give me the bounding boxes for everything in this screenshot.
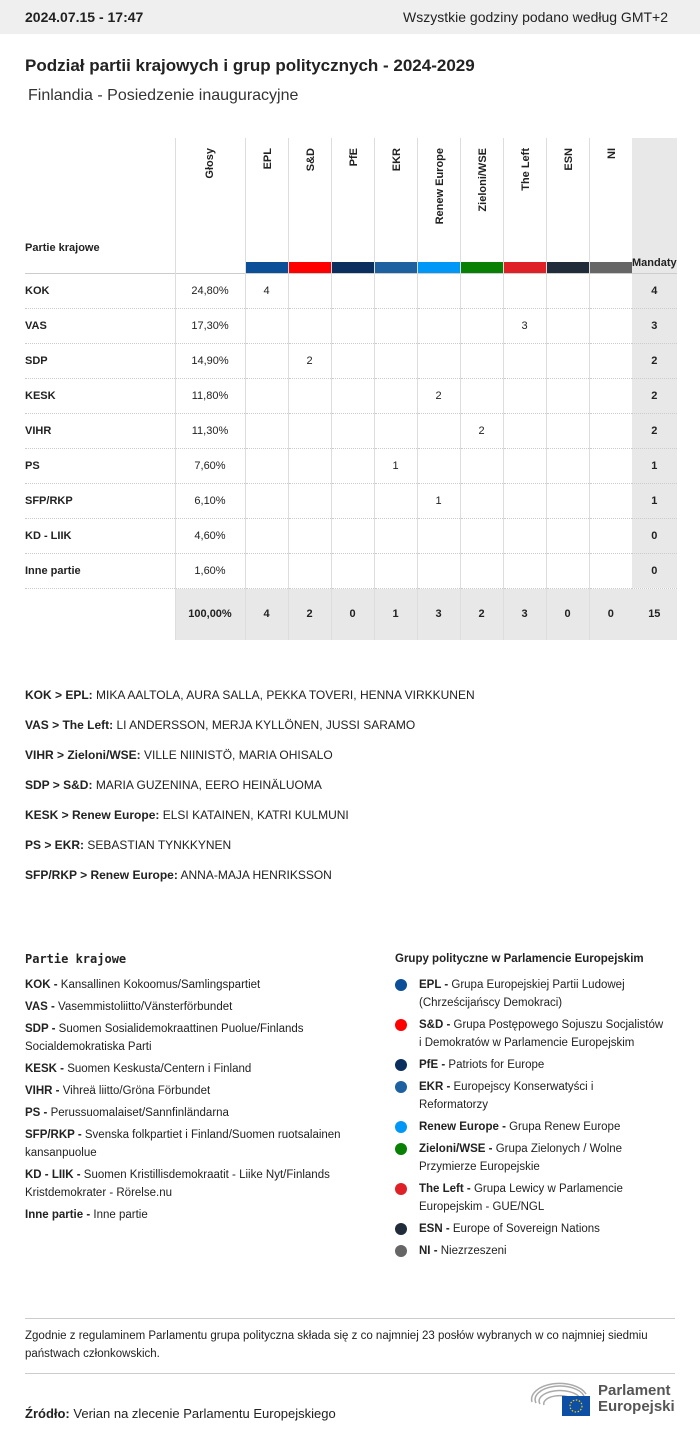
table-row [25,413,677,448]
party-legend [25,950,370,1228]
seat-cell [589,518,632,553]
seat-cell [503,483,546,518]
seat-cell [288,413,331,448]
party-legend-item: PS - Perussuomalaiset/Sannfinländarna [25,1107,229,1119]
group-color-dot-icon [395,1143,407,1155]
seat-cell [374,413,417,448]
seat-cell [503,413,546,448]
total-group-seats: 3 [503,588,546,640]
group-header: NI [589,138,632,273]
total-group-seats: 0 [589,588,632,640]
top-bar [0,0,700,34]
group-color-dot-icon [395,1223,407,1235]
group-legend-item: Zieloni/WSE - Grupa Zielonych / Wolne Przymierze Europejskie [395,1140,665,1176]
seat-cell [245,518,288,553]
seat-cell [460,273,503,308]
group-legend-item: The Left - Grupa Lewicy w Parlamencie Europejskim - GUE/NGL [395,1180,665,1216]
votes-cell: 11,80% [175,378,245,413]
seat-cell [589,413,632,448]
votes-cell: 6,10% [175,483,245,518]
party-legend-item: SFP/RKP - Svenska folkpartiet i Finland/Suomen ruotsalainen kansanpuolue [25,1129,341,1159]
group-color-dot-icon [395,1245,407,1257]
seat-cell [589,343,632,378]
seat-cell [503,273,546,308]
page-title: Podział partii krajowych i grup politycznych - 2024-2029 [25,56,475,75]
table-row [25,308,677,343]
table-row [25,483,677,518]
group-header: EPL [245,138,288,273]
ep-logo: Parlament Europejski [528,1382,675,1416]
party-legend-item: KOK - Kansallinen Kokoomus/Samlingspartiet [25,979,261,991]
group-header: Renew Europe [417,138,460,273]
seat-cell [374,343,417,378]
seat-cell [288,448,331,483]
group-color-bar [332,262,374,273]
seat-cell: 3 [503,308,546,343]
seat-cell [331,553,374,588]
group-color-bar [504,262,546,273]
votes-cell: 24,80% [175,273,245,308]
votes-cell: 11,30% [175,413,245,448]
hemicycle-flag-icon [528,1382,590,1416]
group-color-dot-icon [395,1019,407,1031]
party-legend-item: VIHR - Vihreä liitto/Gröna Förbundet [25,1085,211,1097]
seat-cell: 2 [417,378,460,413]
seat-cell: 2 [460,413,503,448]
seat-cell [245,343,288,378]
party-name: SDP [25,343,175,378]
total-group-seats: 2 [460,588,503,640]
seats-cell: 0 [632,553,677,588]
seat-cell [417,518,460,553]
total-group-seats: 4 [245,588,288,640]
results-table [25,138,677,640]
votes-header: Głosy [175,138,245,273]
mep-line: VIHR > Zieloni/WSE: VILLE NIINISTÖ, MARIA OHISALO [25,748,333,762]
group-color-bar [461,262,503,273]
seat-cell [460,483,503,518]
group-legend-item: EKR - Europejscy Konserwatyści i Reformatorzy [395,1078,665,1114]
group-color-dot-icon [395,1081,407,1093]
seat-cell [374,553,417,588]
seat-cell [245,448,288,483]
group-header: PfE [331,138,374,273]
group-header: Zieloni/WSE [460,138,503,273]
seat-cell [374,483,417,518]
seat-cell [589,273,632,308]
party-legend-item: KESK - Suomen Keskusta/Centern i Finland [25,1063,252,1075]
mep-line: KOK > EPL: MIKA AALTOLA, AURA SALLA, PEKKA TOVERI, HENNA VIRKKUNEN [25,688,475,702]
group-legend-item: ESN - Europe of Sovereign Nations [395,1220,665,1238]
seat-cell [417,308,460,343]
group-color-dot-icon [395,979,407,991]
total-group-seats: 1 [374,588,417,640]
group-color-dot-icon [395,1059,407,1071]
seat-cell [288,518,331,553]
table-row [25,553,677,588]
mep-line: SDP > S&D: MARIA GUZENINA, EERO HEINÄLUOMA [25,778,322,792]
table-row [25,273,677,308]
seat-cell [546,273,589,308]
seat-cell [374,378,417,413]
party-legend-item: KD - LIIK - Suomen Kristillisdemokraatit - Liike Nyt/Finlands Kristdemokrater - Rörelse.nu [25,1169,330,1199]
seats-cell: 1 [632,448,677,483]
group-color-dot-icon [395,1183,407,1195]
group-legend-item: S&D - Grupa Postępowego Sojuszu Socjalistów i Demokratów w Parlamencie Europejskim [395,1016,665,1052]
seat-cell [460,553,503,588]
seat-cell [288,273,331,308]
seat-cell [331,343,374,378]
party-name: Inne partie [25,553,175,588]
total-votes: 100,00% [175,588,245,640]
party-name: SFP/RKP [25,483,175,518]
seat-cell [460,448,503,483]
mep-list [25,680,475,890]
seat-cell [417,273,460,308]
seat-cell [503,553,546,588]
party-header: Partie krajowe [25,241,100,254]
seat-cell [589,308,632,343]
mep-line: PS > EKR: SEBASTIAN TYNKKYNEN [25,838,232,852]
seat-cell [331,518,374,553]
seat-cell: 1 [417,483,460,518]
group-color-bar [289,262,331,273]
seat-cell [546,518,589,553]
seat-cell [417,553,460,588]
seat-cell [245,378,288,413]
seat-cell [331,273,374,308]
seat-cell [546,413,589,448]
seat-cell [589,483,632,518]
party-legend-title: Partie krajowe [25,952,127,966]
seat-cell [331,308,374,343]
table-row [25,518,677,553]
total-group-seats: 0 [331,588,374,640]
group-legend-item: PfE - Patriots for Europe [395,1056,665,1074]
timezone-note: Wszystkie godziny podano według GMT+2 [403,9,668,25]
seat-cell [331,413,374,448]
seat-cell [546,308,589,343]
seat-cell [503,448,546,483]
party-name: VAS [25,308,175,343]
group-color-bar [547,262,589,273]
page-subtitle: Finlandia - Posiedzenie inauguracyjne [28,87,299,104]
seats-cell: 2 [632,413,677,448]
seats-cell: 3 [632,308,677,343]
seat-cell [331,448,374,483]
seats-cell: 0 [632,518,677,553]
seat-cell [589,448,632,483]
group-legend-item: Renew Europe - Grupa Renew Europe [395,1118,665,1136]
seat-cell [546,378,589,413]
group-color-dot-icon [395,1121,407,1133]
group-header: S&D [288,138,331,273]
seat-cell [288,483,331,518]
seat-cell [288,378,331,413]
seat-cell [546,343,589,378]
seat-cell [417,413,460,448]
seat-cell [331,483,374,518]
votes-cell: 17,30% [175,308,245,343]
party-legend-item: Inne partie - Inne partie [25,1209,148,1221]
group-legend-item: NI - Niezrzeszeni [395,1242,665,1260]
seat-cell [331,378,374,413]
party-name: KOK [25,273,175,308]
votes-cell: 7,60% [175,448,245,483]
total-row [25,588,677,640]
group-color-bar [590,262,633,273]
seat-cell [245,553,288,588]
party-legend-item: VAS - Vasemmistoliitto/Vänsterförbundet [25,1001,233,1013]
group-color-bar [418,262,460,273]
total-group-seats: 3 [417,588,460,640]
mep-line: VAS > The Left: LI ANDERSSON, MERJA KYLLÖNEN, JUSSI SARAMO [25,718,416,732]
seats-header: Mandaty [632,138,677,273]
votes-cell: 14,90% [175,343,245,378]
mep-line: KESK > Renew Europe: ELSI KATAINEN, KATRI KULMUNI [25,808,349,822]
group-color-bar [375,262,417,273]
seat-cell [503,378,546,413]
party-legend-item: SDP - Suomen Sosialidemokraattinen Puolue/Finlands Socialdemokratiska Parti [25,1023,304,1053]
table-row [25,448,677,483]
seat-cell [589,378,632,413]
votes-cell: 1,60% [175,553,245,588]
party-name: KD - LIIK [25,518,175,553]
group-legend [395,950,665,1264]
seats-cell: 2 [632,378,677,413]
group-header: EKR [374,138,417,273]
seat-cell [245,308,288,343]
table-row [25,378,677,413]
seats-cell: 2 [632,343,677,378]
seat-cell [245,413,288,448]
seat-cell: 1 [374,448,417,483]
seat-cell [374,308,417,343]
datetime: 2024.07.15 - 17:47 [25,9,144,25]
seat-cell [417,448,460,483]
seats-cell: 4 [632,273,677,308]
seat-cell [589,553,632,588]
seat-cell [460,518,503,553]
seat-cell [460,308,503,343]
seat-cell [546,448,589,483]
votes-cell: 4,60% [175,518,245,553]
seat-cell [460,343,503,378]
group-legend-title: Grupy polityczne w Parlamencie Europejskim [395,953,644,965]
total-seats: 15 [632,588,677,640]
seat-cell [288,553,331,588]
seats-cell: 1 [632,483,677,518]
seat-cell [546,483,589,518]
seat-cell [546,553,589,588]
group-header: ESN [546,138,589,273]
seat-cell [245,483,288,518]
party-name: KESK [25,378,175,413]
group-legend-item: EPL - Grupa Europejskiej Partii Ludowej (Chrześcijańscy Demokraci) [395,976,665,1012]
seat-cell: 4 [245,273,288,308]
seat-cell: 2 [288,343,331,378]
party-name: PS [25,448,175,483]
seat-cell [417,343,460,378]
party-name: VIHR [25,413,175,448]
table-row [25,343,677,378]
source: Źródło: Verian na zlecenie Parlamentu Europejskiego [25,1406,336,1421]
seat-cell [288,308,331,343]
rules-note: Zgodnie z regulaminem Parlamentu grupa polityczna składa się z co najmniej 23 posłów wybranych w co najmniej siedmiu państwach członkowskich. [25,1318,675,1374]
group-header: The Left [503,138,546,273]
mep-line: SFP/RKP > Renew Europe: ANNA-MAJA HENRIKSSON [25,868,332,882]
total-group-seats: 2 [288,588,331,640]
seat-cell [503,518,546,553]
seat-cell [374,518,417,553]
seat-cell [374,273,417,308]
seat-cell [460,378,503,413]
seat-cell [503,343,546,378]
total-group-seats: 0 [546,588,589,640]
group-color-bar [246,262,288,273]
